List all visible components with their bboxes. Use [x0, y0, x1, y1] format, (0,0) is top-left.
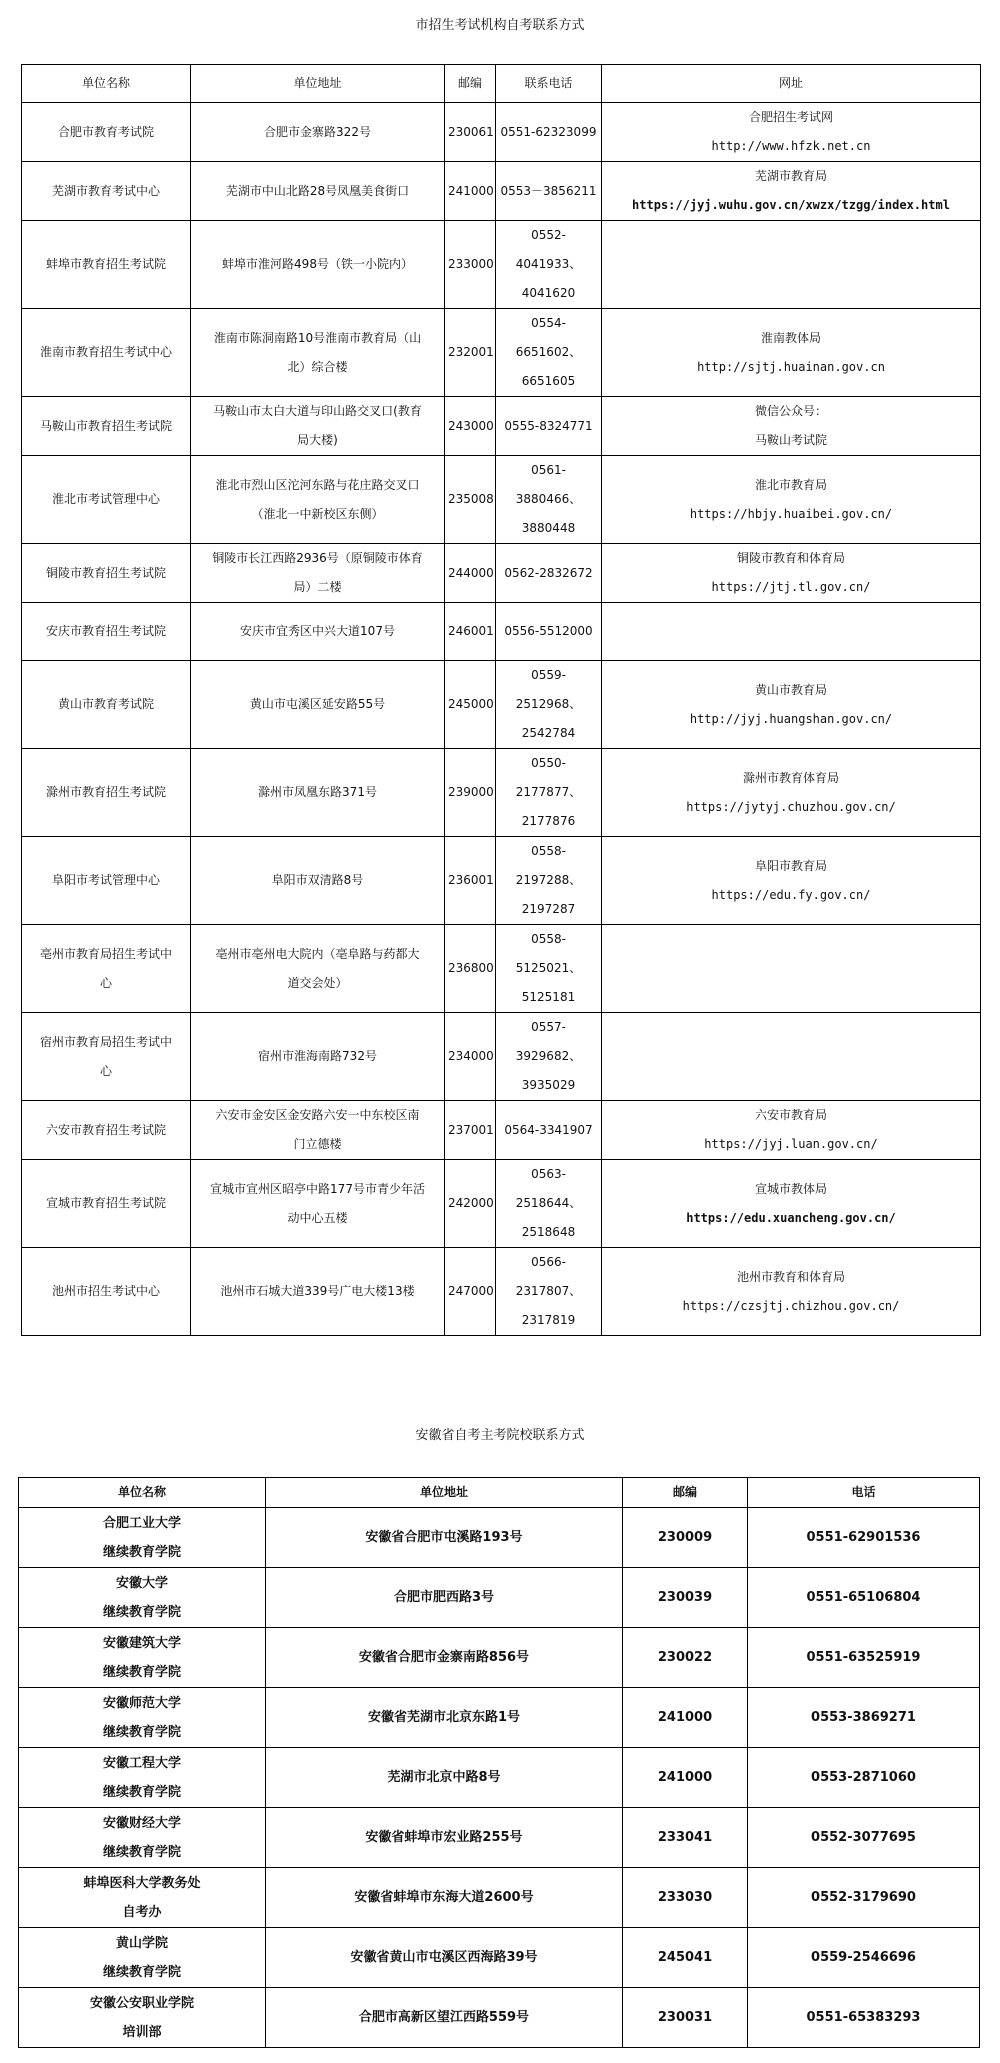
agency-name-cell — [22, 544, 191, 603]
university-name-cell — [19, 1688, 266, 1748]
zip-cell: 239000 — [445, 749, 496, 837]
cell-line: 芜湖市中山北路28号凤凰美食街口 — [225, 183, 410, 198]
table-row — [22, 1013, 981, 1101]
table-row — [22, 603, 981, 661]
agency-name-cell — [22, 221, 191, 309]
cell-line: 芜湖市教育考试中心 — [51, 183, 160, 198]
cell-line: 池州市招生考试中心 — [51, 1284, 160, 1298]
table-row — [19, 1688, 980, 1748]
cell-line: 继续教育学院 — [102, 1724, 181, 1740]
phone-cell: 0551-65106804 — [748, 1568, 980, 1628]
table-row — [22, 221, 981, 309]
address-cell — [191, 456, 445, 544]
phone-cell — [496, 1248, 602, 1336]
website-cell[interactable] — [602, 456, 981, 544]
cell-line: 2518644、 — [515, 1196, 582, 1210]
cell-line: 6651602、 — [515, 345, 582, 359]
cell-line: 阜阳市考试管理中心 — [51, 873, 160, 887]
cell-line: 黄山市教育考试院 — [57, 697, 154, 711]
website-label: 六安市教育局 — [754, 1108, 827, 1122]
address-cell — [191, 661, 445, 749]
table-header-row — [19, 1478, 980, 1508]
university-name-cell — [19, 1988, 266, 2048]
zip-cell: 243000 — [445, 397, 496, 456]
cell-line: 滁州市教育招生考试院 — [45, 785, 166, 799]
header-cell: 单位名称 — [19, 1478, 266, 1508]
cell-line: 安徽公安职业学院 — [89, 1995, 194, 2011]
cell-line: 2317807、 — [515, 1284, 582, 1298]
cell-line: 继续教育学院 — [102, 1544, 181, 1560]
cell-line: 0559- — [531, 668, 566, 682]
cell-line: 0555-8324771 — [504, 418, 593, 433]
cell-line: 安徽工程大学 — [102, 1755, 181, 1771]
website-link[interactable]: https://edu.fy.gov.cn/ — [711, 887, 871, 902]
cell-line: 宣城市教育招生考试院 — [45, 1196, 166, 1210]
website-link[interactable]: http://jyj.huangshan.gov.cn/ — [689, 711, 893, 726]
cell-line: 淮北市考试管理中心 — [51, 492, 160, 506]
cell-line: 黄山学院 — [115, 1935, 168, 1951]
cell-line: 0554- — [531, 316, 566, 330]
address-cell: 芜湖市北京中路8号 — [266, 1748, 623, 1808]
phone-cell — [496, 162, 602, 221]
phone-cell — [496, 103, 602, 162]
agency-name-cell — [22, 1248, 191, 1336]
zip-cell: 241000 — [623, 1688, 748, 1748]
website-link[interactable]: https://jtj.tl.gov.cn/ — [711, 580, 871, 594]
website-cell — [602, 1013, 981, 1101]
website-label: 淮南教体局 — [760, 330, 821, 345]
agency-name-cell — [22, 925, 191, 1013]
website-label: 淮北市教育局 — [754, 477, 827, 492]
website-link[interactable]: http://sjtj.huainan.gov.cn — [697, 359, 885, 374]
phone-cell: 0552-3179690 — [748, 1868, 980, 1928]
cell-line: 心 — [99, 1063, 112, 1078]
agency-name-cell — [22, 397, 191, 456]
website-link[interactable]: https://hbjy.huaibei.gov.cn/ — [689, 506, 893, 521]
website-cell[interactable] — [602, 749, 981, 837]
address-cell: 合肥市肥西路3号 — [266, 1568, 623, 1628]
phone-cell — [496, 603, 602, 661]
cell-line: 3935029 — [521, 1078, 576, 1092]
zip-cell: 246001 — [445, 603, 496, 661]
cell-line: 亳州市教育局招生考试中 — [39, 946, 172, 961]
section2-title: 安徽省自考主考院校联系方式 — [415, 1428, 585, 1443]
address-cell — [191, 162, 445, 221]
cell-line: 门立德楼 — [293, 1137, 342, 1151]
cell-line: 淮南市教育招生考试中心 — [39, 345, 172, 359]
table-row — [22, 103, 981, 162]
zip-cell: 244000 — [445, 544, 496, 603]
university-table — [18, 1477, 980, 2048]
cell-line: 3880466、 — [515, 492, 582, 506]
address-cell — [191, 837, 445, 925]
header-cell: 网址 — [602, 65, 981, 103]
cell-line: 马鞍山市太白大道与印山路交叉口(教育 — [213, 404, 422, 418]
table-row — [22, 749, 981, 837]
table-row — [22, 397, 981, 456]
phone-cell: 0552-3077695 — [748, 1808, 980, 1868]
cell-line: 局）二楼 — [293, 580, 342, 594]
university-name-cell — [19, 1928, 266, 1988]
table-row — [22, 456, 981, 544]
zip-cell: 245041 — [623, 1928, 748, 1988]
table-row — [19, 1748, 980, 1808]
cell-line: 合肥工业大学 — [102, 1515, 181, 1531]
phone-cell — [496, 397, 602, 456]
agency-name-cell — [22, 456, 191, 544]
address-cell: 合肥市高新区望江西路559号 — [266, 1988, 623, 2048]
table-row — [19, 1628, 980, 1688]
zip-cell: 241000 — [623, 1748, 748, 1808]
address-cell — [191, 1013, 445, 1101]
cell-line: 6651605 — [521, 374, 576, 388]
website-link[interactable]: https://jyj.luan.gov.cn/ — [704, 1137, 878, 1151]
website-cell[interactable] — [602, 1248, 981, 1336]
cell-line: 安徽建筑大学 — [102, 1635, 181, 1651]
zip-cell: 245000 — [445, 661, 496, 749]
cell-line: 0556-5512000 — [504, 624, 593, 638]
cell-line: 2317819 — [521, 1313, 576, 1327]
cell-line: 4041620 — [521, 286, 576, 300]
cell-line: 安庆市宜秀区中兴大道107号 — [240, 624, 395, 638]
cell-line: 安徽财经大学 — [102, 1815, 181, 1831]
header-cell: 邮编 — [623, 1478, 748, 1508]
address-cell — [191, 1160, 445, 1248]
table-row — [22, 925, 981, 1013]
zip-cell: 247000 — [445, 1248, 496, 1336]
website-cell — [602, 925, 981, 1013]
cell-line: 合肥市教育考试院 — [57, 124, 154, 139]
cell-line: 宿州市教育局招生考试中 — [39, 1034, 172, 1049]
cell-line: 滁州市凤凰东路371号 — [258, 785, 377, 799]
cell-line: 培训部 — [122, 2024, 162, 2040]
website-label: 池州市教育和体育局 — [736, 1269, 845, 1284]
agency-name-cell — [22, 603, 191, 661]
website-cell — [602, 221, 981, 309]
cell-line: 动中心五楼 — [287, 1210, 348, 1225]
website-link[interactable]: http://www.hfzk.net.cn — [711, 139, 871, 153]
agency-name-cell — [22, 1160, 191, 1248]
cell-line: 0561- — [531, 463, 566, 477]
address-cell — [191, 397, 445, 456]
agency-name-cell — [22, 749, 191, 837]
website-label: 黄山市教育局 — [754, 682, 827, 697]
cell-line: 2512968、 — [515, 697, 582, 711]
cell-line: 蚌埠市淮河路498号（铁一小院内） — [222, 257, 413, 271]
address-cell: 安徽省蚌埠市宏业路255号 — [266, 1808, 623, 1868]
university-name-cell — [19, 1508, 266, 1568]
zip-cell: 233000 — [445, 221, 496, 309]
cell-line: （淮北一中新校区东侧） — [251, 506, 384, 521]
cell-line: 3929682、 — [515, 1049, 582, 1063]
agency-name-cell — [22, 309, 191, 397]
zip-cell: 237001 — [445, 1101, 496, 1160]
zip-cell: 236001 — [445, 837, 496, 925]
cell-line: 2177877、 — [515, 785, 582, 799]
address-cell — [191, 1248, 445, 1336]
cell-line: 自考办 — [122, 1904, 162, 1920]
phone-cell: 0553-3869271 — [748, 1688, 980, 1748]
table-row — [19, 1508, 980, 1568]
cell-line: 3880448 — [521, 521, 576, 535]
cell-line: 阜阳市双清路8号 — [271, 873, 364, 887]
cell-line: 合肥市金寨路322号 — [264, 124, 371, 139]
website-cell[interactable] — [602, 544, 981, 603]
website-label: 阜阳市教育局 — [754, 858, 827, 873]
cell-line: 0558- — [531, 932, 566, 946]
university-name-cell — [19, 1868, 266, 1928]
zip-cell: 230022 — [623, 1628, 748, 1688]
address-cell — [191, 603, 445, 661]
cell-line: 六安市教育招生考试院 — [45, 1122, 166, 1137]
website-cell[interactable] — [602, 1101, 981, 1160]
zip-cell: 242000 — [445, 1160, 496, 1248]
agency-name-cell — [22, 1013, 191, 1101]
table-row — [19, 1808, 980, 1868]
cell-line: 0566- — [531, 1255, 566, 1269]
table-row — [22, 309, 981, 397]
cell-line: 5125021、 — [515, 961, 582, 975]
phone-cell — [496, 456, 602, 544]
website-link[interactable]: https://czsjtj.chizhou.gov.cn/ — [682, 1298, 900, 1313]
header-cell: 联系电话 — [496, 65, 602, 103]
zip-cell: 230031 — [623, 1988, 748, 2048]
zip-cell: 241000 — [445, 162, 496, 221]
cell-line: 2197287 — [521, 902, 576, 916]
agency-name-cell — [22, 661, 191, 749]
cell-line: 蚌埠医科大学教务处 — [83, 1875, 201, 1891]
address-cell: 安徽省芜湖市北京东路1号 — [266, 1688, 623, 1748]
agency-name-cell — [22, 162, 191, 221]
agency-name-cell — [22, 103, 191, 162]
address-cell: 安徽省蚌埠市东海大道2600号 — [266, 1868, 623, 1928]
address-cell — [191, 544, 445, 603]
phone-cell — [496, 661, 602, 749]
website-cell[interactable] — [602, 661, 981, 749]
table-row — [22, 661, 981, 749]
section1-title: 市招生考试机构自考联系方式 — [415, 18, 585, 33]
cell-line: 0558- — [531, 844, 566, 858]
cell-line: 道交会处） — [287, 975, 348, 990]
cell-line: 铜陵市教育招生考试院 — [45, 565, 166, 580]
website-label: 芜湖市教育局 — [754, 169, 827, 183]
header-cell: 电话 — [748, 1478, 980, 1508]
zip-cell: 230009 — [623, 1508, 748, 1568]
cell-line: 继续教育学院 — [102, 1664, 181, 1680]
cell-line: 继续教育学院 — [102, 1844, 181, 1860]
address-cell — [191, 221, 445, 309]
zip-cell: 234000 — [445, 1013, 496, 1101]
header-cell: 邮编 — [445, 65, 496, 103]
address-cell — [191, 103, 445, 162]
address-cell — [191, 1101, 445, 1160]
address-cell: 安徽省合肥市屯溪路193号 — [266, 1508, 623, 1568]
exam-agency-table — [21, 64, 981, 1336]
header-cell: 单位地址 — [266, 1478, 623, 1508]
address-cell: 安徽省黄山市屯溪区西海路39号 — [266, 1928, 623, 1988]
website-cell[interactable] — [602, 837, 981, 925]
phone-cell: 0559-2546696 — [748, 1928, 980, 1988]
cell-line: 心 — [99, 975, 112, 990]
phone-cell — [496, 1160, 602, 1248]
cell-line: 继续教育学院 — [102, 1964, 181, 1980]
phone-cell — [496, 221, 602, 309]
website-label: 马鞍山考试院 — [754, 433, 827, 447]
table-row — [22, 1160, 981, 1248]
cell-line: 蚌埠市教育招生考试院 — [45, 257, 166, 271]
table-row — [19, 1928, 980, 1988]
cell-line: 继续教育学院 — [102, 1784, 181, 1800]
cell-line: 2177876 — [521, 814, 576, 828]
website-label: 宣城市教体局 — [754, 1181, 827, 1196]
address-cell — [191, 749, 445, 837]
table-row — [19, 1568, 980, 1628]
zip-cell: 230039 — [623, 1568, 748, 1628]
website-label: 合肥招生考试网 — [748, 110, 833, 124]
header-cell: 单位地址 — [191, 65, 445, 103]
website-label: 铜陵市教育和体育局 — [736, 551, 845, 565]
website-cell[interactable] — [602, 309, 981, 397]
agency-name-cell — [22, 1101, 191, 1160]
cell-line: 0557- — [531, 1020, 566, 1034]
website-label: 滁州市教育体育局 — [742, 770, 839, 785]
website-link[interactable]: https://jytyj.chuzhou.gov.cn/ — [686, 799, 896, 814]
cell-line: 0562-2832672 — [504, 565, 593, 580]
phone-cell — [496, 837, 602, 925]
cell-line: 0563- — [531, 1167, 566, 1181]
phone-cell: 0551-63525919 — [748, 1628, 980, 1688]
header-cell: 单位名称 — [22, 65, 191, 103]
phone-cell — [496, 544, 602, 603]
zip-cell: 232001 — [445, 309, 496, 397]
university-name-cell — [19, 1808, 266, 1868]
website-cell[interactable] — [602, 162, 981, 221]
table-row — [22, 162, 981, 221]
cell-line: 0550- — [531, 756, 566, 770]
table-row — [22, 837, 981, 925]
cell-line: 安庆市教育招生考试院 — [45, 624, 166, 638]
cell-line: 0564-3341907 — [504, 1122, 593, 1137]
table-header-row — [22, 65, 981, 103]
cell-line: 宣城市宣州区昭亭中路177号市青少年活 — [210, 1181, 425, 1196]
cell-line: 六安市金安区金安路六安一中东校区南 — [215, 1108, 420, 1122]
phone-cell — [496, 309, 602, 397]
website-cell[interactable] — [602, 103, 981, 162]
website-link[interactable]: https://jyj.wuhu.gov.cn/xwzx/tzgg/index.html — [632, 198, 950, 212]
zip-cell: 235008 — [445, 456, 496, 544]
zip-cell: 233030 — [623, 1868, 748, 1928]
cell-line: 池州市石城大道339号广电大楼13楼 — [220, 1284, 415, 1298]
table-row — [22, 1101, 981, 1160]
cell-line: 宿州市淮海南路732号 — [258, 1049, 377, 1063]
university-name-cell — [19, 1748, 266, 1808]
university-name-cell — [19, 1568, 266, 1628]
zip-cell: 233041 — [623, 1808, 748, 1868]
address-cell: 安徽省合肥市金寨南路856号 — [266, 1628, 623, 1688]
cell-line: 2542784 — [521, 726, 576, 740]
cell-line: 黄山市屯溪区延安路55号 — [249, 697, 386, 711]
phone-cell: 0551-62901536 — [748, 1508, 980, 1568]
cell-line: 局大楼) — [297, 433, 338, 447]
table-row — [22, 544, 981, 603]
cell-line: 安徽师范大学 — [102, 1695, 181, 1711]
agency-name-cell — [22, 837, 191, 925]
university-name-cell — [19, 1628, 266, 1688]
cell-line: 马鞍山市教育招生考试院 — [39, 418, 172, 433]
cell-line: 亳州市亳州电大院内（亳阜路与药都大 — [215, 946, 420, 961]
cell-line: 2518648 — [521, 1225, 576, 1239]
address-cell — [191, 925, 445, 1013]
phone-cell — [496, 1101, 602, 1160]
address-cell — [191, 309, 445, 397]
table-row — [22, 1248, 981, 1336]
zip-cell: 236800 — [445, 925, 496, 1013]
phone-cell — [496, 749, 602, 837]
cell-line: 0553－3856211 — [500, 183, 597, 198]
cell-line: 安徽大学 — [115, 1575, 168, 1591]
website-link[interactable]: https://edu.xuancheng.gov.cn/ — [686, 1210, 896, 1225]
cell-line: 2197288、 — [515, 873, 582, 887]
phone-cell — [496, 1013, 602, 1101]
table-row — [19, 1868, 980, 1928]
website-cell — [602, 603, 981, 661]
phone-cell: 0553-2871060 — [748, 1748, 980, 1808]
cell-line: 5125181 — [521, 990, 576, 1004]
website-cell[interactable] — [602, 397, 981, 456]
cell-line: 铜陵市长江西路2936号（原铜陵市体育 — [212, 551, 423, 565]
zip-cell: 230061 — [445, 103, 496, 162]
cell-line: 继续教育学院 — [102, 1604, 181, 1620]
phone-cell: 0551-65383293 — [748, 1988, 980, 2048]
website-cell[interactable] — [602, 1160, 981, 1248]
website-label: 微信公众号： — [754, 404, 827, 418]
cell-line: 0552- — [531, 228, 566, 242]
cell-line: 淮北市烈山区沱河东路与花庄路交叉口 — [215, 477, 420, 492]
cell-line: 4041933、 — [515, 257, 582, 271]
cell-line: 淮南市陈洞南路10号淮南市教育局（山 — [213, 330, 422, 345]
table-row — [19, 1988, 980, 2048]
cell-line: 0551-62323099 — [500, 124, 597, 139]
cell-line: 北）综合楼 — [287, 359, 348, 374]
phone-cell — [496, 925, 602, 1013]
